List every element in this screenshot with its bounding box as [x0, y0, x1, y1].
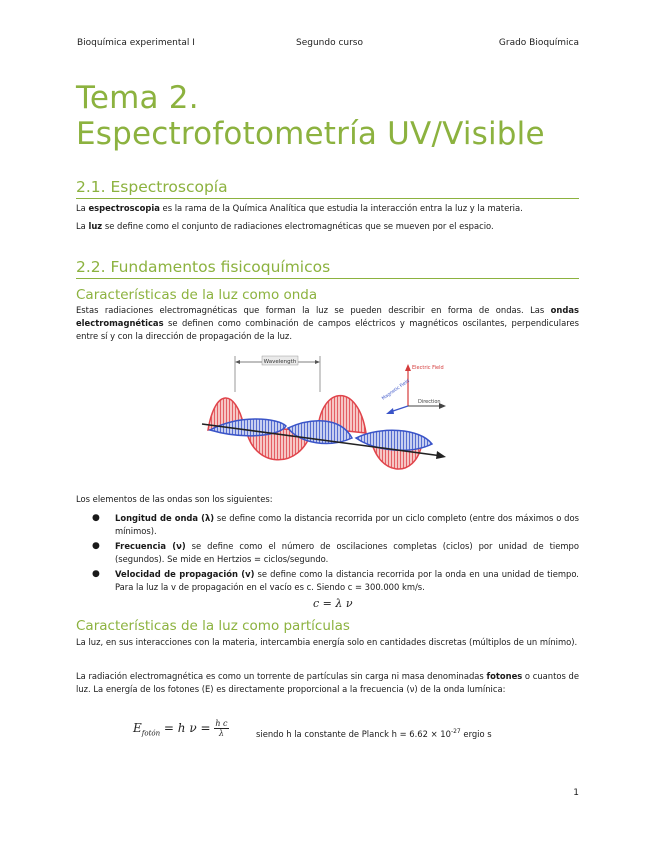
electric-field-label: Electric Field: [412, 365, 444, 371]
list-item: ● Longitud de onda (λ) se define como la distancia recorrida por un ciclo completo (entre dos máximos o dos mínimos).: [92, 513, 579, 536]
section-heading-fundamentals: 2.2. Fundamentos fisicoquímicos: [76, 257, 579, 279]
particles-paragraph-1: La luz, en sus interacciones con la materia, intercambia energía solo en cantidades discretas (múltiplos de un mínimo).: [76, 637, 578, 647]
bullet-icon: ●: [92, 569, 100, 579]
list-item: ● Frecuencia (ν) se define como el número de oscilaciones completas (ciclos) por unidad de tiempo (segundos). Se mide en Hertzios = ciclos/segundo.: [92, 541, 580, 564]
electromagnetic-wave-figure: [180, 348, 470, 488]
wave-elements-intro: Los elementos de las ondas son los siguientes:: [76, 494, 273, 504]
section-heading-spectroscopy: 2.1. Espectroscopía: [76, 177, 579, 199]
light-definition: La luz se define como el conjunto de radiaciones electromagnéticas que se mueven por el espacio.: [76, 221, 494, 231]
header-degree: Grado Bioquímica: [498, 38, 579, 48]
list-item: ● Velocidad de propagación (v) se define como la distancia recorrida por la onda en una unidad de tiempo. Para la luz la v de propagación en el vacío es c. Siendo c = 300.000 km/s.: [92, 569, 579, 592]
wave-paragraph: Estas radiaciones electromagnéticas que forman la luz se pueden describir en forma de ondas. Las ondas electromagnéticas se definen como combinación de campos eléctricos y magnéticos oscilantes, perpendiculares entre sí y con la dirección de propagación de la luz.: [76, 305, 579, 341]
magnetic-field-label: Magnetic Field: [381, 378, 411, 402]
speed-of-light-formula: c = λ ν: [313, 597, 353, 610]
header-year: Segundo curso: [296, 38, 363, 48]
page-title-line2: Espectrofotometría UV/Visible: [76, 116, 545, 152]
particles-paragraph-2: La radiación electromagnética es como un torrente de partículas sin carga ni masa denominadas fotones o cuantos de luz. La energía de los fotones (E) es directamente proporcional a la frecuencia (ν) de la onda lumínica:: [76, 671, 579, 694]
wave-elements-list: [92, 512, 579, 596]
page-number: 1: [573, 788, 579, 798]
subheading-particles: Características de la luz como partículas: [76, 618, 350, 634]
direction-label: Direction: [418, 399, 441, 405]
bullet-icon: ●: [92, 541, 100, 551]
magnetic-field-wave: [210, 419, 432, 450]
header-course: Bioquímica experimental I: [77, 38, 195, 48]
planck-constant-note: siendo h la constante de Planck $h = 6.62 \times 10^{-27}$ ergio s: [256, 728, 492, 739]
subheading-wave: Características de la luz como onda: [76, 287, 318, 303]
wavelength-label: Wavelength: [263, 359, 297, 365]
bullet-icon: ●: [92, 513, 100, 523]
photon-energy-formula: $E_{fotón} = h$ ν = $\frac{\text{h c}}{\lambda}$: [133, 719, 228, 738]
page-title-line1: Tema 2.: [76, 80, 199, 116]
spectroscopy-definition: La espectroscopia es la rama de la Química Analítica que estudia la interacción entra la luz y la materia.: [76, 203, 523, 213]
